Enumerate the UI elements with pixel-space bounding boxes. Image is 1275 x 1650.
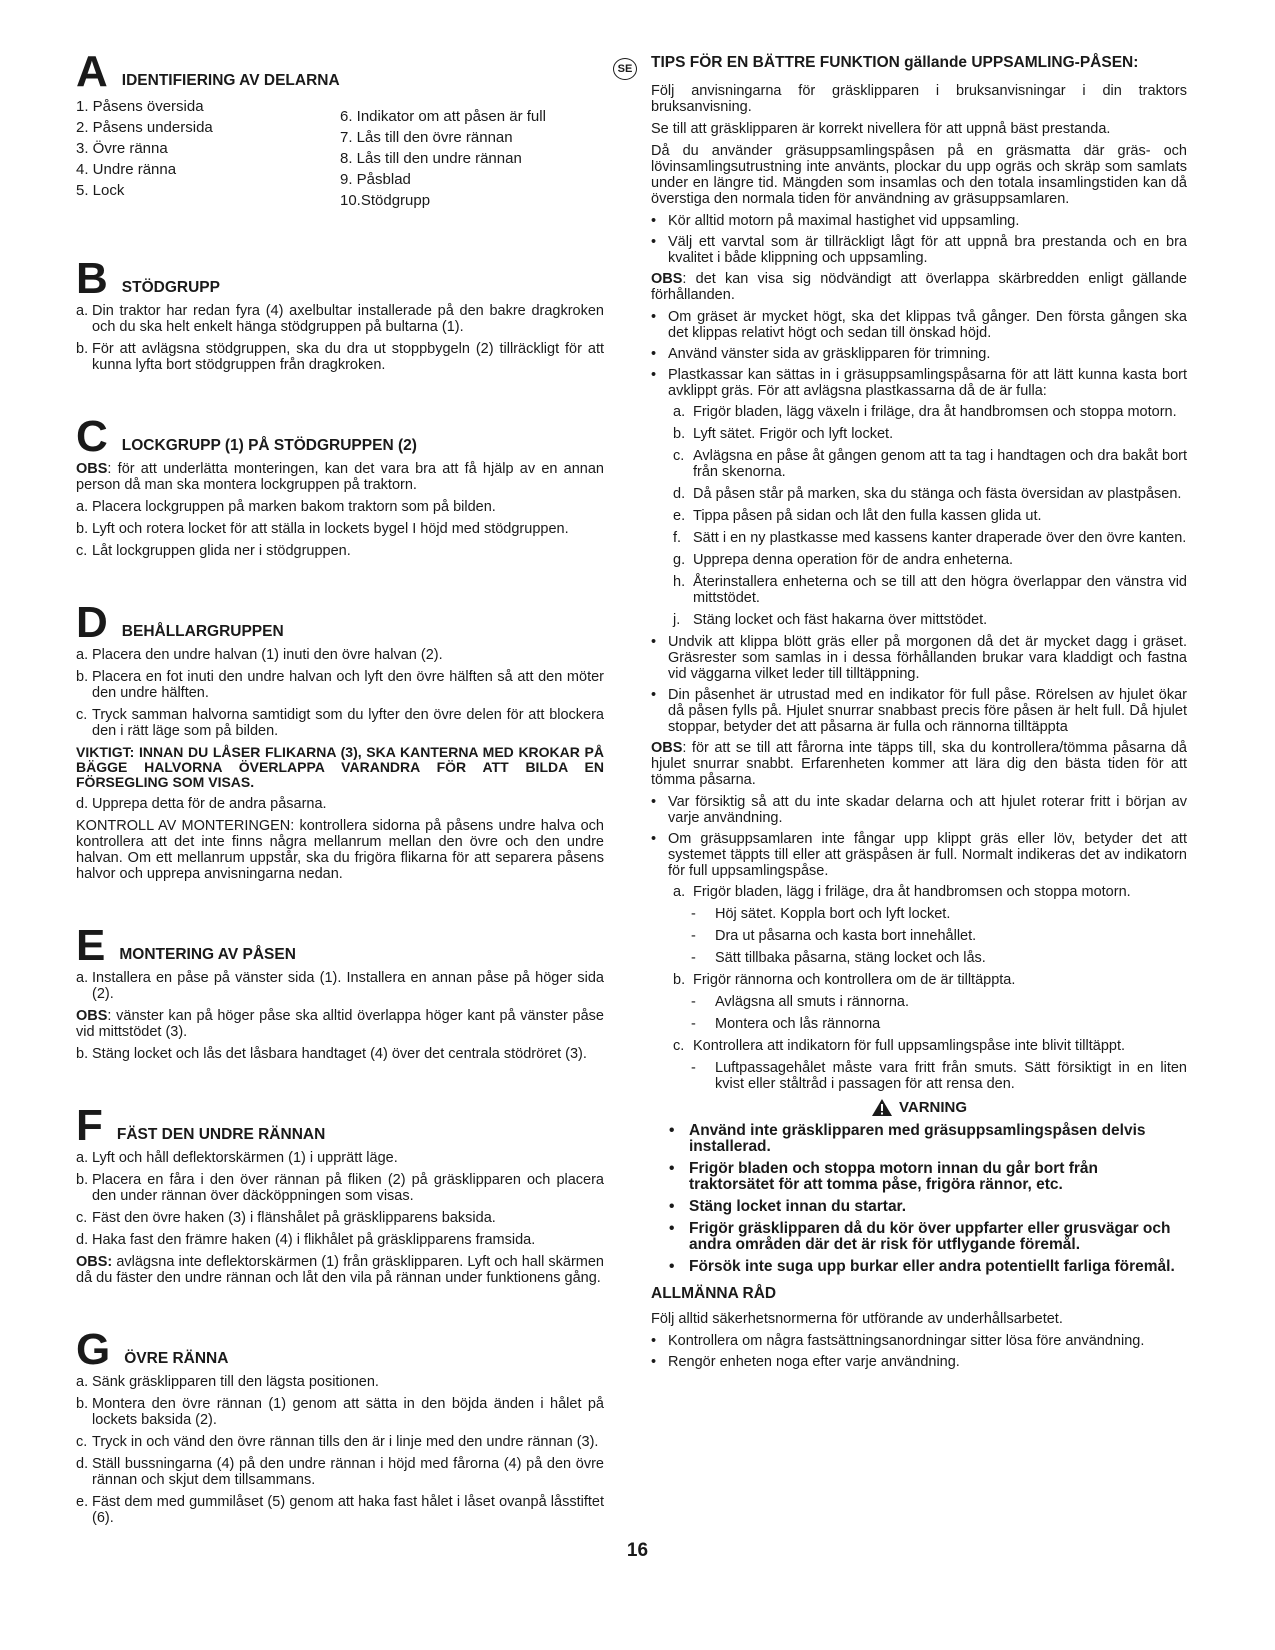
list-item: 5. Lock xyxy=(76,182,125,199)
warning-header: VARNING xyxy=(651,1098,1187,1117)
bullet-item: • Om gräset är mycket högt, ska det klippas två gånger. Den första gången ska det klippas relativt högt och sedan till önskad höjd. xyxy=(651,309,1187,341)
bullet-item: • Plastkassar kan sättas in i gräsuppsamlingspåsarna för att lätt kunna kasta bort avklippt gräs. För att avlägsna plastkassarna då de är fulla: xyxy=(651,367,1187,399)
dash-item: - Montera och lås rännorna xyxy=(691,1016,881,1032)
section-title: STÖDGRUPP xyxy=(121,279,220,296)
section-title: ÖVRE RÄNNA xyxy=(124,1350,229,1367)
list-item: f. Sätt i en ny plastkasse med kassens kanter draperade över den övre kanten. xyxy=(673,530,1187,546)
warning-item: • Använd inte gräsklipparen med gräsuppsamlingspåsen delvis installerad. xyxy=(669,1122,1146,1155)
list-item: 10.Stödgrupp xyxy=(340,192,431,209)
warning-icon xyxy=(871,1098,893,1117)
list-item: d. Ställ bussningarna (4) på den undre rännan i höjd med fårorna (4) på den övre rännan och skjut dem tillsammans. xyxy=(76,1456,604,1488)
note-paragraph: OBS: avlägsna inte deflektorskärmen (1) från gräsklipparen. Lyft och hall skärmen då du fäster den undre rännan och låt den vila på rännan under funktionens gång. xyxy=(76,1254,604,1286)
section-letter: F xyxy=(76,1101,103,1150)
tips-body xyxy=(651,83,1187,1370)
right-column xyxy=(615,46,1187,1375)
page-number: 16 xyxy=(626,1540,649,1561)
list-item: a. Frigör bladen, lägg i friläge, dra åt handbromsen och stoppa motorn. xyxy=(673,884,1131,900)
warning-item: • Försök inte suga upp burkar eller andra potentiellt farliga föremål. xyxy=(669,1258,1175,1275)
list-item: a. Frigör bladen, lägg växeln i friläge, dra åt handbromsen och stoppa motorn. xyxy=(673,404,1177,420)
list-item: 3. Övre ränna xyxy=(76,140,168,157)
list-item: g. Upprepa denna operation för de andra enheterna. xyxy=(673,552,1014,568)
section-letter: E xyxy=(76,921,106,970)
section-c-header xyxy=(76,412,604,461)
paragraph: Se till att gräsklipparen är korrekt nivellera för att uppnå bäst prestanda. xyxy=(651,121,1111,137)
note-paragraph: OBS: för att underlätta monteringen, kan det vara bra att få hjälp av en annan person då man ska montera lockgruppen på traktorn. xyxy=(76,461,604,493)
paragraph: Då du använder gräsuppsamlingspåsen på en gräsmatta där gräs- och lövinsamlingsutrustning inte använts, plockar du upp ogräs och skräp som samlats under en längre tid. Mängden som insamlas och den totala insamlingstiden kan då överstiga den normala tiden för användning av gräsuppsamlaren. xyxy=(651,143,1187,207)
list-item: a. Lyft och håll deflektorskärmen (1) i upprätt läge. xyxy=(76,1150,398,1166)
warning-item: • Stäng locket innan du startar. xyxy=(669,1198,907,1215)
section-a-header xyxy=(76,47,604,96)
section-letter: B xyxy=(76,254,108,303)
bullet-item: • Din påsenhet är utrustad med en indikator för full påse. Rörelsen av hjulet ökar då påsen fylls på. Hjulet snurrar snabbast precis före påsen är helt full. Då hjulet stoppar, betyder det att påsarna är fulla och rännorna tilltäppta xyxy=(651,687,1187,735)
list-item: 1. Påsens översida xyxy=(76,98,204,115)
warning-item: • Frigör gräsklipparen då du kör över uppfarter eller grusvägar och andra områden där det är risk för utflygande föremål. xyxy=(669,1220,1171,1253)
list-item: c. Tryck in och vänd den övre rännan tills den är i linje med den undre rännan (3). xyxy=(76,1434,599,1450)
language-badge: SE xyxy=(613,58,637,80)
dash-item: - Avlägsna all smuts i rännorna. xyxy=(691,994,909,1010)
list-item: d. Upprepa detta för de andra påsarna. xyxy=(76,796,327,812)
bullet-item: • Kontrollera om några fastsättningsanordningar sitter lösa före användning. xyxy=(651,1333,1145,1349)
list-item: b. Frigör rännorna och kontrollera om de är tilltäppta. xyxy=(673,972,1016,988)
warning-item: • Frigör bladen och stoppa motorn innan du går bort från traktorsätet för att tomma påse, frigöra rännor, etc. xyxy=(669,1160,1099,1193)
list-item: c. Avlägsna en påse åt gången genom att ta tag i handtagen och dra bakåt bort från skenorna. xyxy=(673,448,1187,480)
section-title: MONTERING AV PÅSEN xyxy=(119,946,296,963)
list-item: h. Återinstallera enheterna och se till att den högra överlappar den vänstra vid mittstödet. xyxy=(673,574,1187,606)
section-title: FÄST DEN UNDRE RÄNNAN xyxy=(116,1126,326,1143)
section-f-header xyxy=(76,1101,604,1150)
bullet-item: • Använd vänster sida av gräsklipparen för trimning. xyxy=(651,346,991,362)
list-item: c. Fäst den övre haken (3) i flänshålet på gräsklipparens baksida. xyxy=(76,1210,496,1226)
parts-list xyxy=(76,96,604,211)
section-e-header xyxy=(76,921,604,970)
list-item: b. Stäng locket och lås det låsbara handtaget (4) över det centrala stödröret (3). xyxy=(76,1046,587,1062)
dash-item: - Luftpassagehålet måste vara fritt från smuts. Sätt försiktigt in en liten kvist eller ståltråd i passagen för att rensa den. xyxy=(691,1060,1187,1092)
list-item: a. Sänk gräsklipparen till den lägsta positionen. xyxy=(76,1374,379,1390)
bullet-item: • Om gräsuppsamlaren inte fångar upp klippt gräs eller löv, betyder det att systemet täppts till eller att gräspåsen är full. Normalt indikeras det av indikatorn för full uppsamlingspåse. xyxy=(651,831,1187,879)
list-item: c. Låt lockgruppen glida ner i stödgruppen. xyxy=(76,543,351,559)
list-item: d. Då påsen står på marken, ska du stänga och fästa översidan av plastpåsen. xyxy=(673,486,1182,502)
section-title: BEHÅLLARGRUPPEN xyxy=(121,623,284,640)
list-item: 6. Indikator om att påsen är full xyxy=(340,108,546,125)
left-column xyxy=(76,46,604,1532)
note-paragraph: OBS: det kan visa sig nödvändigt att överlappa skärbredden enligt gällande förhållanden. xyxy=(651,271,1187,303)
bullet-item: • Kör alltid motorn på maximal hastighet vid uppsamling. xyxy=(651,213,1020,229)
paragraph: Följ alltid säkerhetsnormerna för utförande av underhållsarbetet. xyxy=(651,1311,1063,1327)
note-paragraph: OBS: för att se till att fårorna inte täpps till, ska du kontrollera/tömma påsarna då hjulet snurrar snabbt. Erfarenheten kommer att lära dig den bästa tiden för att tömma påsarna. xyxy=(651,740,1187,788)
important-notice: VIKTIGT: INNAN DU LÅSER FLIKARNA (3), SKA KANTERNA MED KROKAR PÅ BÄGGE HALVORNA ÖVERLAPPA VARANDRA FÖR ATT BILDA EN FÖRSEGLING SOM VISAS. xyxy=(76,744,604,790)
section-letter: A xyxy=(76,47,108,96)
section-g-header xyxy=(76,1325,604,1374)
list-item: b. Placera en fåra i den över rännan på fliken (2) på gräsklipparen och placera den under rännan över däcköppningen som visas. xyxy=(76,1172,604,1204)
list-item: 7. Lås till den övre rännan xyxy=(340,129,513,146)
list-item: a. Installera en påse på vänster sida (1). Installera en annan påse på höger sida (2). xyxy=(76,970,604,1002)
list-item: j. Stäng locket och fäst hakarna över mittstödet. xyxy=(673,612,988,628)
list-item: b. Lyft sätet. Frigör och lyft locket. xyxy=(673,426,894,442)
bullet-item: • Rengör enheten noga efter varje användning. xyxy=(651,1354,960,1370)
section-d-header xyxy=(76,598,604,647)
list-item: e. Tippa påsen på sidan och låt den fulla kassen glida ut. xyxy=(673,508,1042,524)
dash-item: - Höj sätet. Koppla bort och lyft locket. xyxy=(691,906,951,922)
list-item: a. Placera den undre halvan (1) inuti den övre halvan (2). xyxy=(76,647,443,663)
bullet-item: • Undvik att klippa blött gräs eller på morgonen då det är mycket dagg i gräset. Gräsrester som samlas in i dessa förhållanden brukar vara kladdigt och fastna vid väggarna vilket leder till tilltäppning. xyxy=(651,634,1187,682)
list-item: c. Kontrollera att indikatorn för full uppsamlingspåse inte blivit tilltäppt. xyxy=(673,1038,1126,1054)
list-item: 8. Lås till den undre rännan xyxy=(340,150,522,167)
check-paragraph: KONTROLL AV MONTERINGEN: kontrollera sidorna på påsens undre halva och kontrollera att det inte finns några mellanrum mellan den övre och den undre halvan. Om ett mellanrum uppstår, ska du frigöra flikarna för att separera påsens halvor och upprepa anvisningarna nedan. xyxy=(76,818,604,882)
paragraph: Följ anvisningarna för gräsklipparen i bruksanvisningar i din traktors bruksanvisning. xyxy=(651,83,1187,115)
section-letter: D xyxy=(76,598,108,647)
bullet-item: • Välj ett varvtal som är tillräckligt lågt för att uppnå bra prestanda och en bra kvalitet i både klippning och uppsamling. xyxy=(651,234,1187,266)
tips-title: TIPS FÖR EN BÄTTRE FUNKTION gällande UPPSAMLING-PÅSEN: xyxy=(651,54,1139,71)
list-item: a. Placera lockgruppen på marken bakom traktorn som på bilden. xyxy=(76,499,496,515)
section-title: LOCKGRUPP (1) PÅ STÖDGRUPPEN (2) xyxy=(121,437,417,454)
bullet-item: • Var försiktig så att du inte skadar delarna och att hjulet roterar fritt i början av varje användning. xyxy=(651,794,1187,826)
section-b-header xyxy=(76,254,604,303)
list-item: b. För att avlägsna stödgruppen, ska du dra ut stoppbygeln (2) tillräckligt för att kunna lyfta bort stödgruppen från dragkroken. xyxy=(76,341,604,373)
list-item: d. Haka fast den främre haken (4) i flikhålet på gräsklipparens framsida. xyxy=(76,1232,536,1248)
dash-item: - Dra ut påsarna och kasta bort innehållet. xyxy=(691,928,977,944)
list-item: c. Tryck samman halvorna samtidigt som du lyfter den övre delen för att blockera den i rätt läge som på bilden. xyxy=(76,707,604,739)
list-item: 9. Påsblad xyxy=(340,171,411,188)
section-letter: C xyxy=(76,412,108,461)
dash-item: - Sätt tillbaka påsarna, stäng locket och lås. xyxy=(691,950,986,966)
list-item: a. Din traktor har redan fyra (4) axelbultar installerade på den bakre dragkroken och du ska helt enkelt hänga stödgruppen på bultarna (1). xyxy=(76,303,604,335)
list-item: 4. Undre ränna xyxy=(76,161,177,178)
list-item: 2. Påsens undersida xyxy=(76,119,213,136)
section-title: IDENTIFIERING AV DELARNA xyxy=(121,72,340,89)
list-item: b. Lyft och rotera locket för att ställa in lockets bygel I höjd med stödgruppen. xyxy=(76,521,569,537)
list-item: b. Placera en fot inuti den undre halvan och lyft den övre hälften så att den möter den undre hälften. xyxy=(76,669,604,701)
general-advice-title: ALLMÄNNA RÅD xyxy=(651,1285,777,1302)
note-paragraph: OBS: vänster kan på höger påse ska alltid överlappa höger kant på vänster påse vid mittstödet (3). xyxy=(76,1008,604,1040)
list-item: b. Montera den övre rännan (1) genom att sätta in den böjda änden i hålet på lockets baksida (2). xyxy=(76,1396,604,1428)
list-item: e. Fäst dem med gummilåset (5) genom att haka fast hålet i låset ovanpå låsstiftet (6). xyxy=(76,1494,604,1526)
section-letter: G xyxy=(76,1325,111,1374)
